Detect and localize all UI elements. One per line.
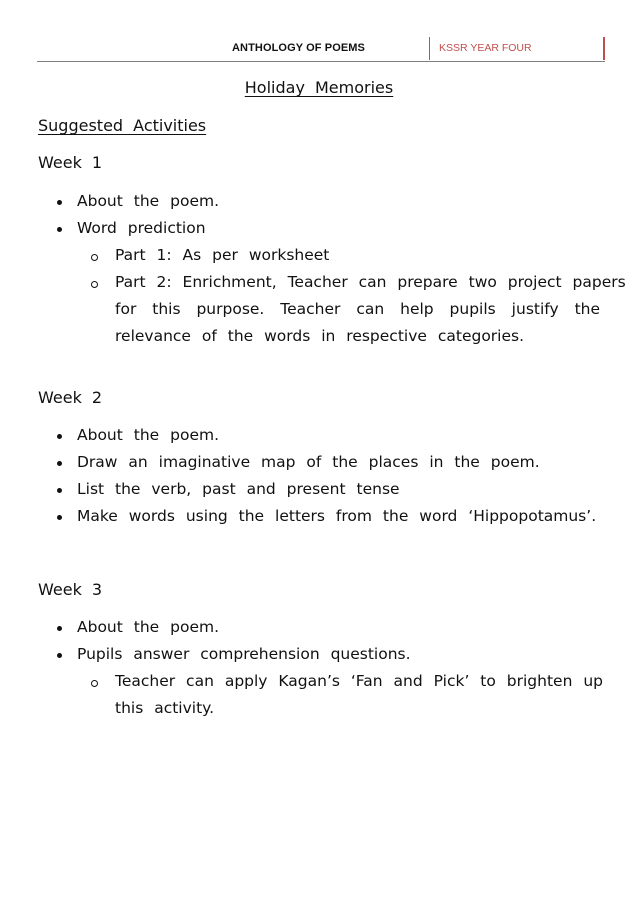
sub-item-text: Part 1: As per worksheet (115, 246, 330, 264)
header-tag-label: KSSR YEAR FOUR (439, 42, 532, 54)
page-title: Holiday Memories (244, 78, 394, 97)
list-item-text: About the poem. (77, 192, 220, 210)
list-item (38, 449, 596, 476)
list-item (38, 503, 596, 530)
page-header (0, 37, 638, 63)
bullet-icon (57, 461, 62, 466)
list-item-text: Draw an imaginative map of the places in the poem. (77, 453, 540, 471)
circle-bullet-icon (91, 254, 98, 261)
bullet-icon (57, 515, 62, 520)
week-3-list (38, 614, 411, 668)
bullet-icon (57, 488, 62, 493)
list-item (38, 641, 411, 668)
bullet-icon (57, 434, 62, 439)
week-3-heading: Week 3 (38, 580, 103, 599)
sub-item (115, 269, 626, 350)
sub-item-text: this activity. (115, 699, 215, 717)
list-item-text: Pupils answer comprehension questions. (77, 645, 411, 663)
week-1-list (38, 188, 219, 242)
list-item-text: List the verb, past and present tense (77, 480, 400, 498)
list-item (38, 614, 411, 641)
header-tag (429, 37, 605, 60)
bullet-icon (57, 626, 62, 631)
circle-bullet-icon (91, 680, 98, 687)
sub-item-text: Part 2: Enrichment, Teacher can prepare two project papers (115, 273, 626, 291)
list-item-text: Word prediction (77, 219, 206, 237)
week-2-heading: Week 2 (38, 388, 103, 407)
list-item (38, 422, 596, 449)
list-item (38, 215, 219, 242)
circle-bullet-icon (91, 281, 98, 288)
header-divider (37, 61, 605, 62)
section-heading: Suggested Activities (38, 116, 207, 135)
week-1-heading: Week 1 (38, 153, 103, 172)
sub-item-text: for this purpose. Teacher can help pupils justify the (115, 300, 600, 318)
bullet-icon (57, 227, 62, 232)
header-title: ANTHOLOGY OF POEMS (232, 42, 365, 54)
week-2-list (38, 422, 596, 530)
list-item-text: About the poem. (77, 618, 220, 636)
sub-item-text: relevance of the words in respective categories. (115, 327, 525, 345)
sub-item (115, 668, 603, 722)
list-item (38, 476, 596, 503)
bullet-icon (57, 200, 62, 205)
sub-item-text: Teacher can apply Kagan’s ‘Fan and Pick’ to brighten up (115, 672, 603, 690)
bullet-icon (57, 653, 62, 658)
sub-item (115, 242, 600, 269)
list-item-text: Make words using the letters from the word ‘Hippopotamus’. (77, 507, 597, 525)
list-item-text: About the poem. (77, 426, 220, 444)
list-item (38, 188, 219, 215)
